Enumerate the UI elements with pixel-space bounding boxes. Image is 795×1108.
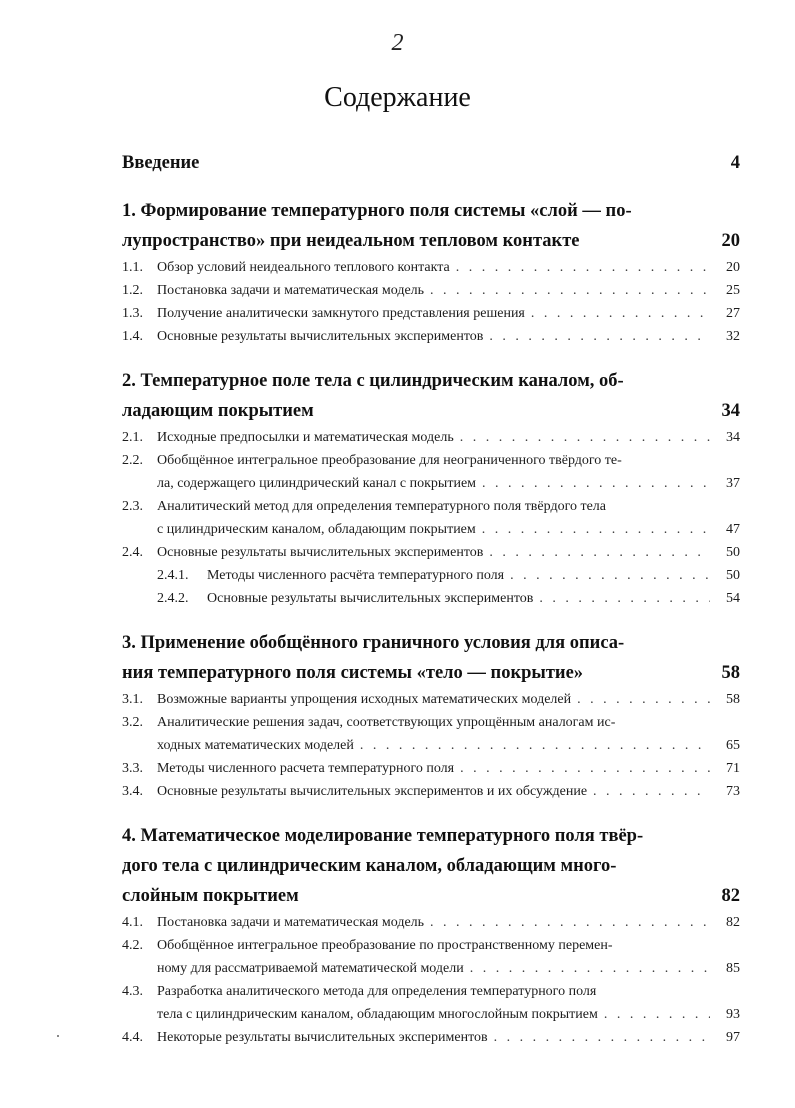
dot-leader <box>482 472 710 495</box>
section-title-cont: с цилиндрическим каналом, обладающим покрытием <box>157 522 476 537</box>
dot-leader <box>539 587 710 610</box>
toc-section-4-3[interactable] <box>122 980 740 1026</box>
chapter-sections <box>122 911 740 1049</box>
chapter-title-line: дого тела с цилиндрическим каналом, обладающим много- <box>122 856 617 876</box>
section-page: 27 <box>726 306 740 321</box>
dot-leader <box>604 1003 710 1026</box>
chapter-title-end: ладающим покрытием <box>122 401 314 421</box>
dot-leader <box>494 1026 710 1049</box>
dot-leader <box>460 426 710 449</box>
section-line <box>122 911 740 934</box>
dot-leader <box>430 279 710 302</box>
toc-section-1-4[interactable] <box>122 325 740 348</box>
section-page: 47 <box>726 522 740 537</box>
chapter-page: 58 <box>721 663 740 683</box>
chapter-title-line: 1. Формирование температурного поля системы «слой — по- <box>122 201 632 221</box>
section-page: 58 <box>726 692 740 707</box>
section-title-cont: ходных математических моделей <box>157 738 354 753</box>
section-line <box>122 1026 740 1049</box>
section-line <box>122 472 740 495</box>
toc-section-4-1[interactable] <box>122 911 740 934</box>
dot-leader <box>593 780 710 803</box>
section-title: Исходные предпосылки и математическая модель <box>157 430 454 445</box>
section-number: 2.4. <box>122 545 143 560</box>
dot-leader <box>482 518 710 541</box>
section-number: 1.3. <box>122 306 143 321</box>
chapter-title-line: 4. Математическое моделирование температурного поля твёр- <box>122 826 644 846</box>
section-number: 4.4. <box>122 1030 143 1045</box>
section-title: Обобщённое интегральное преобразование по пространственному перемен- <box>157 938 613 953</box>
section-title: Обзор условий неидеального теплового контакта <box>157 260 450 275</box>
section-title: Некоторые результаты вычислительных экспериментов <box>157 1030 488 1045</box>
section-title-cont: ному для рассматриваемой математической модели <box>157 961 464 976</box>
intro-title: Введение <box>122 153 200 173</box>
dot-leader <box>510 564 710 587</box>
section-title: Постановка задачи и математическая модель <box>157 915 425 930</box>
section-page: 50 <box>726 568 740 583</box>
intro-page: 4 <box>730 153 740 173</box>
section-number: 2.4.1. <box>157 568 189 583</box>
section-line <box>122 957 740 980</box>
section-number: 2.4.2. <box>157 591 189 606</box>
section-title: Постановка задачи и математическая модель <box>157 283 425 298</box>
section-number: 1.2. <box>122 283 143 298</box>
page-number: 2 <box>391 30 404 56</box>
table-of-contents <box>122 148 740 1049</box>
chapter-title-end: слойным покрытием <box>122 886 299 906</box>
section-page: 34 <box>726 430 740 445</box>
section-line <box>122 426 740 449</box>
toc-section-3-3[interactable] <box>122 757 740 780</box>
section-title: Аналитические решения задач, соответствующих упрощённым аналогам ис- <box>157 715 616 730</box>
toc-chapter-2[interactable] <box>122 366 740 426</box>
section-number: 2.2. <box>122 453 143 468</box>
section-line <box>122 780 740 803</box>
section-line <box>122 325 740 348</box>
toc-title: Содержание <box>324 82 471 113</box>
section-line <box>122 734 740 757</box>
dot-leader <box>360 734 710 757</box>
section-page: 50 <box>726 545 740 560</box>
chapter-page: 34 <box>721 401 740 421</box>
chapter-title-line <box>122 226 740 256</box>
section-line <box>157 587 740 610</box>
dot-leader <box>489 325 710 348</box>
chapter-sections <box>122 256 740 348</box>
section-title: Основные результаты вычислительных экспериментов <box>207 591 534 606</box>
chapter-title-line: 2. Температурное поле тела с цилиндрическим каналом, об- <box>122 371 624 391</box>
dot-leader <box>531 302 710 325</box>
toc-chapter-3[interactable] <box>122 628 740 688</box>
section-title-cont: ла, содержащего цилиндрический канал с покрытием <box>157 476 477 491</box>
section-page: 25 <box>726 283 740 298</box>
dot-leader <box>460 757 710 780</box>
chapter-title-line <box>122 658 740 688</box>
section-page: 93 <box>726 1007 740 1022</box>
section-number: 4.2. <box>122 938 143 953</box>
spacer <box>122 348 740 366</box>
spacer <box>122 803 740 821</box>
toc-intro[interactable] <box>122 148 740 178</box>
chapter-sections <box>122 426 740 610</box>
section-line <box>157 564 740 587</box>
toc-section-3-2[interactable] <box>122 711 740 757</box>
section-line <box>122 980 740 1003</box>
chapter-sections <box>122 688 740 803</box>
section-line <box>122 711 740 734</box>
chapter-title-end: лупространство» при неидеальном тепловом контакте <box>122 231 580 251</box>
dot-leader <box>430 911 710 934</box>
toc-section-3-1[interactable] <box>122 688 740 711</box>
section-line <box>122 934 740 957</box>
section-number: 2.1. <box>122 430 143 445</box>
section-number: 4.3. <box>122 984 143 999</box>
section-page: 82 <box>726 915 740 930</box>
section-page: 20 <box>726 260 740 275</box>
section-line <box>122 518 740 541</box>
toc-section-1-1[interactable] <box>122 256 740 279</box>
section-number: 3.3. <box>122 761 143 776</box>
section-page: 65 <box>726 738 740 753</box>
section-title: Разработка аналитического метода для определения температурного поля <box>157 984 597 999</box>
section-page: 32 <box>726 329 740 344</box>
section-number: 4.1. <box>122 915 143 930</box>
scan-artifact <box>57 1035 59 1037</box>
toc-chapter-4[interactable] <box>122 821 740 911</box>
spacer <box>122 610 740 628</box>
section-page: 85 <box>726 961 740 976</box>
toc-section-2-4-1[interactable] <box>122 564 740 587</box>
section-title-cont: тела с цилиндрическим каналом, обладающим многослойным покрытием <box>157 1007 598 1022</box>
dot-leader <box>489 541 710 564</box>
section-title: Обобщённое интегральное преобразование для неограниченного твёрдого те- <box>157 453 622 468</box>
toc-section-2-2[interactable] <box>122 449 740 495</box>
chapter-title-line <box>122 396 740 426</box>
section-number: 2.3. <box>122 499 143 514</box>
toc-section-4-2[interactable] <box>122 934 740 980</box>
section-line <box>122 256 740 279</box>
chapter-page: 20 <box>721 231 740 251</box>
dot-leader <box>470 957 710 980</box>
section-title: Аналитический метод для определения температурного поля твёрдого тела <box>157 499 606 514</box>
section-title: Методы численного расчета температурного поля <box>157 761 455 776</box>
section-title: Возможные варианты упрощения исходных математических моделей <box>157 692 572 707</box>
chapter-title-line <box>122 881 740 911</box>
toc-section-3-4[interactable] <box>122 780 740 803</box>
section-page: 71 <box>726 761 740 776</box>
toc-section-1-2[interactable] <box>122 279 740 302</box>
section-page: 37 <box>726 476 740 491</box>
section-number: 3.1. <box>122 692 143 707</box>
section-title: Получение аналитически замкнутого представления решения <box>157 306 525 321</box>
section-title: Основные результаты вычислительных экспериментов и их обсуждение <box>157 784 588 799</box>
toc-chapter-1[interactable] <box>122 196 740 256</box>
toc-section-2-4-2[interactable] <box>122 587 740 610</box>
toc-section-1-3[interactable] <box>122 302 740 325</box>
toc-section-2-1[interactable] <box>122 426 740 449</box>
section-number: 3.2. <box>122 715 143 730</box>
chapter-page: 82 <box>721 886 740 906</box>
section-line <box>122 449 740 472</box>
section-line <box>122 541 740 564</box>
section-title: Основные результаты вычислительных экспериментов <box>157 329 484 344</box>
toc-section-4-4[interactable] <box>122 1026 740 1049</box>
section-title: Основные результаты вычислительных экспериментов <box>157 545 484 560</box>
section-line <box>122 757 740 780</box>
section-page: 97 <box>726 1030 740 1045</box>
section-line <box>122 302 740 325</box>
section-line <box>122 1003 740 1026</box>
chapter-title-line: 3. Применение обобщённого граничного условия для описа- <box>122 633 625 653</box>
section-number: 3.4. <box>122 784 143 799</box>
dot-leader <box>456 256 710 279</box>
spacer <box>122 178 740 196</box>
section-page: 54 <box>726 591 740 606</box>
toc-section-2-4[interactable] <box>122 541 740 564</box>
dot-leader <box>577 688 710 711</box>
section-page: 73 <box>726 784 740 799</box>
section-line <box>122 495 740 518</box>
section-line <box>122 688 740 711</box>
chapter-title-end: ния температурного поля системы «тело — покрытие» <box>122 663 584 683</box>
section-title: Методы численного расчёта температурного поля <box>207 568 505 583</box>
section-line <box>122 279 740 302</box>
section-number: 1.4. <box>122 329 143 344</box>
section-number: 1.1. <box>122 260 143 275</box>
toc-section-2-3[interactable] <box>122 495 740 541</box>
